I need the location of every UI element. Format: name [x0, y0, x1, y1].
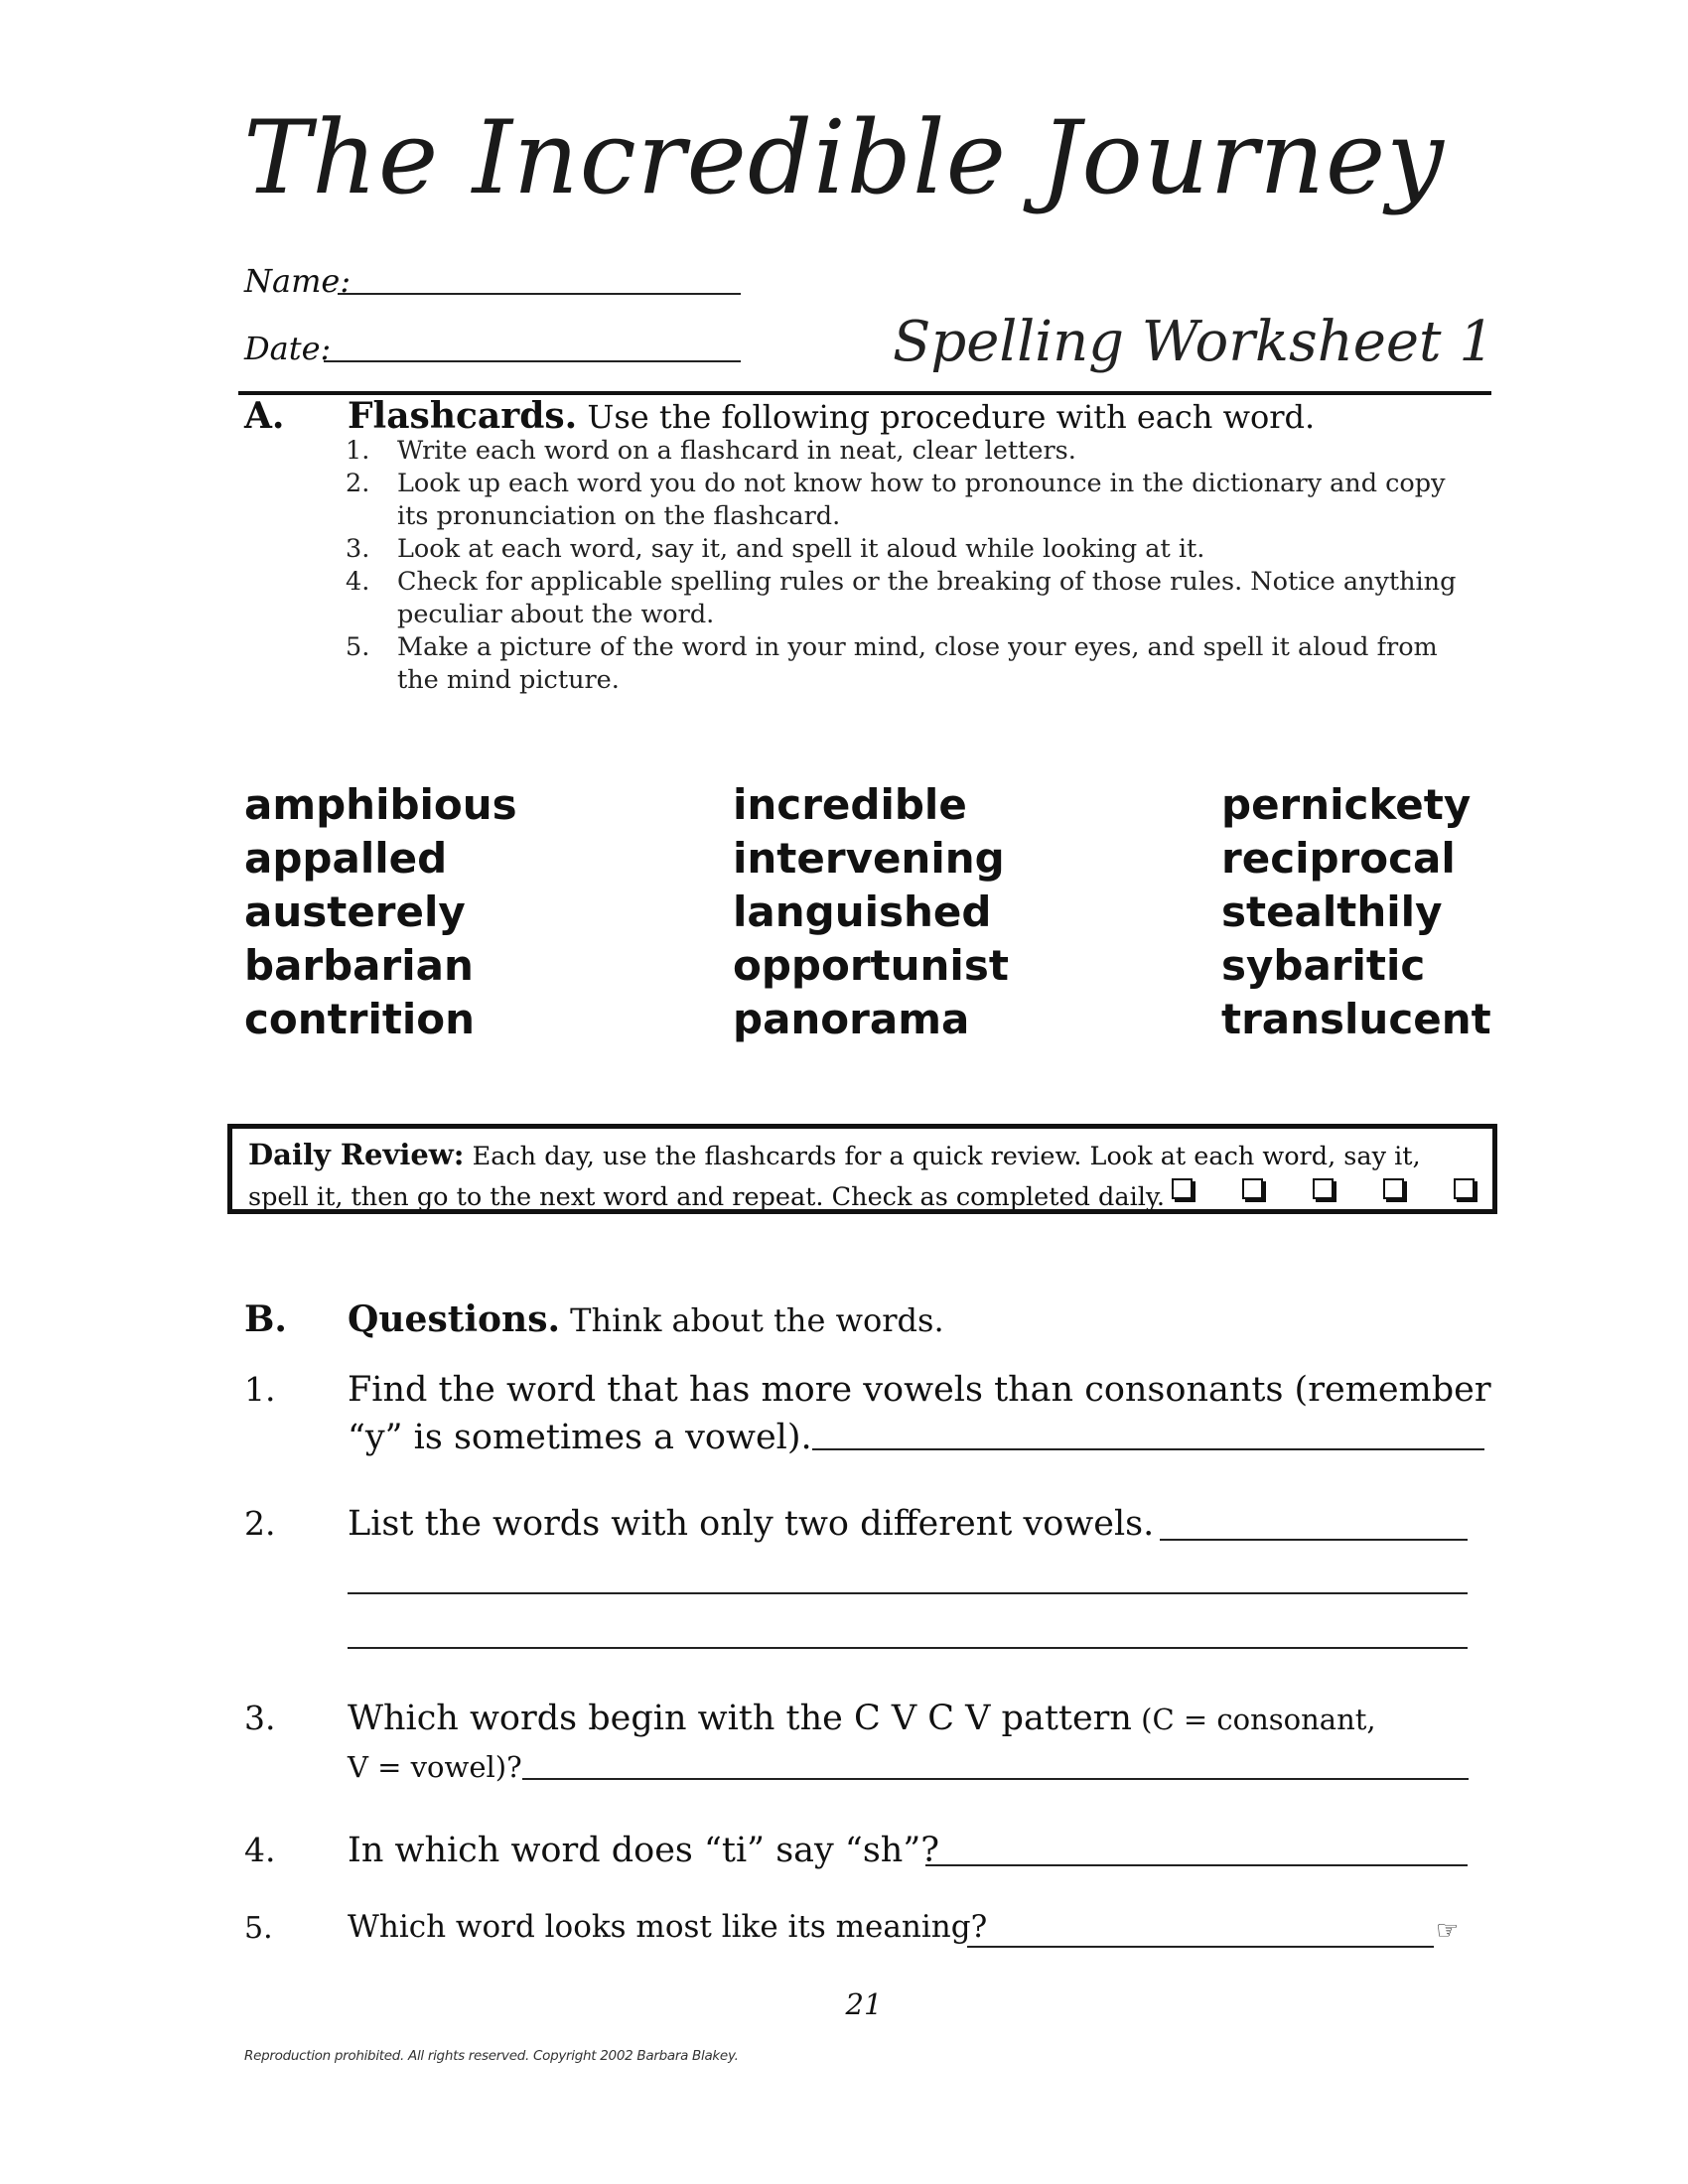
answer-line-5[interactable] — [967, 1946, 1434, 1948]
procedure-list — [348, 435, 1479, 697]
question-3-small: (C = consonant, — [1131, 1703, 1376, 1736]
spelling-word: austerely — [244, 887, 466, 936]
step-number: 3. — [346, 534, 370, 564]
spelling-word: contrition — [244, 995, 476, 1043]
question-3-line-2: V = vowel)? — [348, 1750, 522, 1784]
spelling-word: intervening — [733, 834, 1005, 883]
word-column-2 — [733, 778, 1170, 1046]
question-4-text: In which word does “ti” say “sh”? — [348, 1831, 939, 1870]
spelling-word: stealthily — [1221, 887, 1443, 936]
daily-checkbox[interactable] — [1242, 1178, 1263, 1199]
spelling-word: translucent — [1221, 995, 1491, 1043]
section-b-heading-text: Think about the words. — [560, 1301, 944, 1339]
answer-line-2b[interactable] — [348, 1592, 1468, 1594]
worksheet-subtitle: Spelling Worksheet 1 — [893, 310, 1494, 374]
question-5-number: 5. — [244, 1911, 273, 1946]
spelling-word: languished — [733, 887, 992, 936]
spelling-word: pernickety — [1221, 780, 1472, 829]
spelling-word: sybaritic — [1221, 941, 1426, 990]
worksheet-title: The Incredible Journey — [243, 99, 1445, 217]
section-a-heading-bold: Flashcards. — [348, 395, 578, 437]
procedure-step — [348, 631, 1479, 697]
question-4-number: 4. — [244, 1831, 276, 1869]
step-number: 2. — [346, 469, 370, 498]
answer-line-3[interactable] — [522, 1778, 1469, 1780]
section-a-letter: A. — [244, 395, 285, 437]
question-3-main: Which words begin with the C V C V pattern — [348, 1699, 1132, 1738]
daily-checkbox[interactable] — [1172, 1178, 1193, 1199]
spelling-word: appalled — [244, 834, 448, 883]
name-field[interactable] — [338, 293, 741, 295]
spelling-word: incredible — [733, 780, 967, 829]
step-text: Check for applicable spelling rules or the breaking of those rules. Notice anything peculiar about the word. — [397, 567, 1457, 629]
answer-line-1[interactable] — [812, 1448, 1484, 1450]
procedure-step — [348, 533, 1479, 566]
step-number: 5. — [346, 632, 370, 662]
copyright-footer: Reproduction prohibited. All rights reserved. Copyright 2002 Barbara Blakey. — [244, 2048, 739, 2064]
procedure-step — [348, 435, 1479, 468]
procedure-step — [348, 566, 1479, 631]
section-a-heading — [348, 395, 1315, 437]
answer-line-4[interactable] — [925, 1864, 1468, 1866]
question-1-number: 1. — [244, 1370, 276, 1409]
question-1-text — [348, 1366, 1499, 1461]
question-1-line-1: Find the word that has more vowels than consonants (remember — [348, 1370, 1491, 1410]
spelling-word: barbarian — [244, 941, 474, 990]
date-label: Date: — [244, 330, 332, 367]
step-number: 4. — [346, 567, 370, 597]
spelling-word: opportunist — [733, 941, 1009, 990]
answer-line-2a[interactable] — [1160, 1539, 1468, 1541]
pointing-hand-icon: ☞ — [1436, 1916, 1460, 1946]
section-b-heading-bold: Questions. — [348, 1298, 560, 1340]
daily-review-box — [227, 1124, 1497, 1214]
daily-checkbox[interactable] — [1313, 1178, 1334, 1199]
word-column-1 — [244, 778, 681, 1046]
procedure-step — [348, 468, 1479, 533]
name-label: Name: — [244, 262, 352, 300]
page-number: 21 — [845, 1987, 883, 2021]
spelling-word: panorama — [733, 995, 970, 1043]
question-3-number: 3. — [244, 1699, 276, 1737]
question-1-line-2: “y” is sometimes a vowel). — [348, 1418, 812, 1457]
section-a-heading-text: Use the following procedure with each word. — [577, 398, 1316, 436]
step-text: Make a picture of the word in your mind, close your eyes, and spell it aloud from the mind picture. — [397, 632, 1438, 695]
daily-checkbox[interactable] — [1454, 1178, 1475, 1199]
step-number: 1. — [346, 436, 370, 466]
question-2-number: 2. — [244, 1504, 276, 1543]
spelling-word: amphibious — [244, 780, 517, 829]
daily-checkbox[interactable] — [1383, 1178, 1404, 1199]
answer-line-2c[interactable] — [348, 1647, 1468, 1649]
spelling-word: reciprocal — [1221, 834, 1456, 883]
word-column-3 — [1221, 778, 1658, 1046]
daily-review-text: Each day, use the flashcards for a quick review. Look at each word, say it, spell it, then go to the next word and repeat. Check as completed daily. — [248, 1142, 1421, 1212]
step-text: Write each word on a flashcard in neat, clear letters. — [397, 436, 1076, 466]
step-text: Look up each word you do not know how to pronounce in the dictionary and copy its pronunciation on the flashcard. — [397, 469, 1446, 531]
date-field[interactable] — [324, 360, 741, 362]
daily-review-label: Daily Review: — [248, 1138, 465, 1171]
section-b-letter: B. — [244, 1298, 287, 1340]
question-5-text: Which word looks most like its meaning? — [348, 1909, 988, 1945]
section-b-heading — [348, 1298, 944, 1340]
question-2-text: List the words with only two different vowels. — [348, 1504, 1155, 1544]
question-3-text — [348, 1695, 1499, 1791]
daily-checkboxes — [1172, 1178, 1475, 1199]
step-text: Look at each word, say it, and spell it aloud while looking at it. — [397, 534, 1205, 564]
